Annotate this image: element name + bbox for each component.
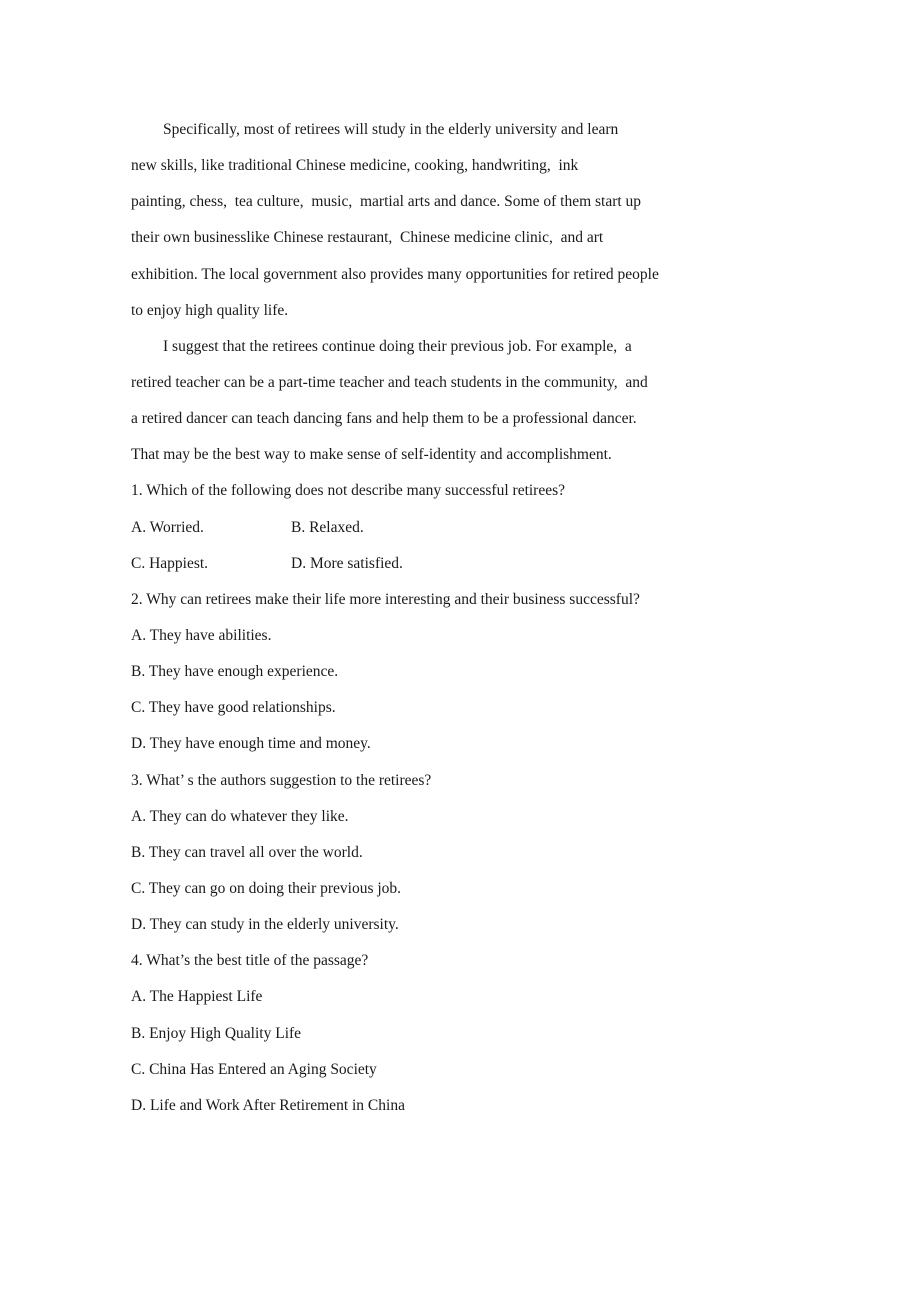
option-a: A. They have abilities. [131, 626, 272, 644]
question-3 [131, 763, 801, 944]
passage-line: Specifically, most of retirees will study in the elderly university and learn [163, 121, 619, 138]
option-row [131, 546, 801, 582]
question-stem: 2. Why can retirees make their life more interesting and their business successful? [131, 590, 640, 608]
passage-line: That may be the best way to make sense of self-identity and accomplishment. [131, 446, 612, 464]
document-page [131, 112, 801, 1124]
question-stem: 1. Which of the following does not describe many successful retirees? [131, 482, 566, 500]
option-c: C. Happiest. [131, 554, 209, 572]
question-stem: 3. What’ s the authors suggestion to the retirees? [131, 771, 432, 789]
passage-line: new skills, like traditional Chinese medicine, cooking, handwriting, ink [131, 157, 579, 175]
option-b: B. Enjoy High Quality Life [131, 1024, 302, 1042]
passage-line: their own businesslike Chinese restaurant, Chinese medicine clinic, and art [131, 229, 604, 247]
passage-paragraph-2 [131, 329, 801, 474]
passage-line: a retired dancer can teach dancing fans and help them to be a professional dancer. [131, 410, 637, 428]
option-c: C. China Has Entered an Aging Society [131, 1060, 377, 1078]
question-2 [131, 582, 801, 763]
option-d: D. They have enough time and money. [131, 735, 371, 753]
option-d: D. Life and Work After Retirement in China [131, 1096, 405, 1114]
option-b: B. They have enough experience. [131, 663, 339, 681]
option-a: A. Worried. [131, 518, 204, 536]
option-b: B. Relaxed. [291, 518, 364, 536]
question-1 [131, 473, 801, 581]
option-b: B. They can travel all over the world. [131, 843, 363, 861]
option-d: D. More satisfied. [291, 554, 403, 572]
passage-line: retired teacher can be a part-time teacher and teach students in the community, and [131, 373, 648, 391]
question-stem: 4. What’s the best title of the passage? [131, 952, 369, 970]
option-row [131, 510, 801, 546]
question-4 [131, 943, 801, 1124]
passage-line: exhibition. The local government also provides many opportunities for retired people [131, 265, 659, 283]
passage-paragraph-1 [131, 112, 801, 329]
passage-line: painting, chess, tea culture, music, martial arts and dance. Some of them start up [131, 193, 642, 211]
option-c: C. They have good relationships. [131, 699, 336, 717]
passage-line: I suggest that the retirees continue doing their previous job. For example, a [163, 337, 632, 355]
passage-line: to enjoy high quality life. [131, 301, 289, 319]
option-a: A. They can do whatever they like. [131, 807, 349, 825]
option-d: D. They can study in the elderly university. [131, 916, 399, 934]
option-a: A. The Happiest Life [131, 988, 263, 1006]
option-c: C. They can go on doing their previous job. [131, 879, 402, 897]
